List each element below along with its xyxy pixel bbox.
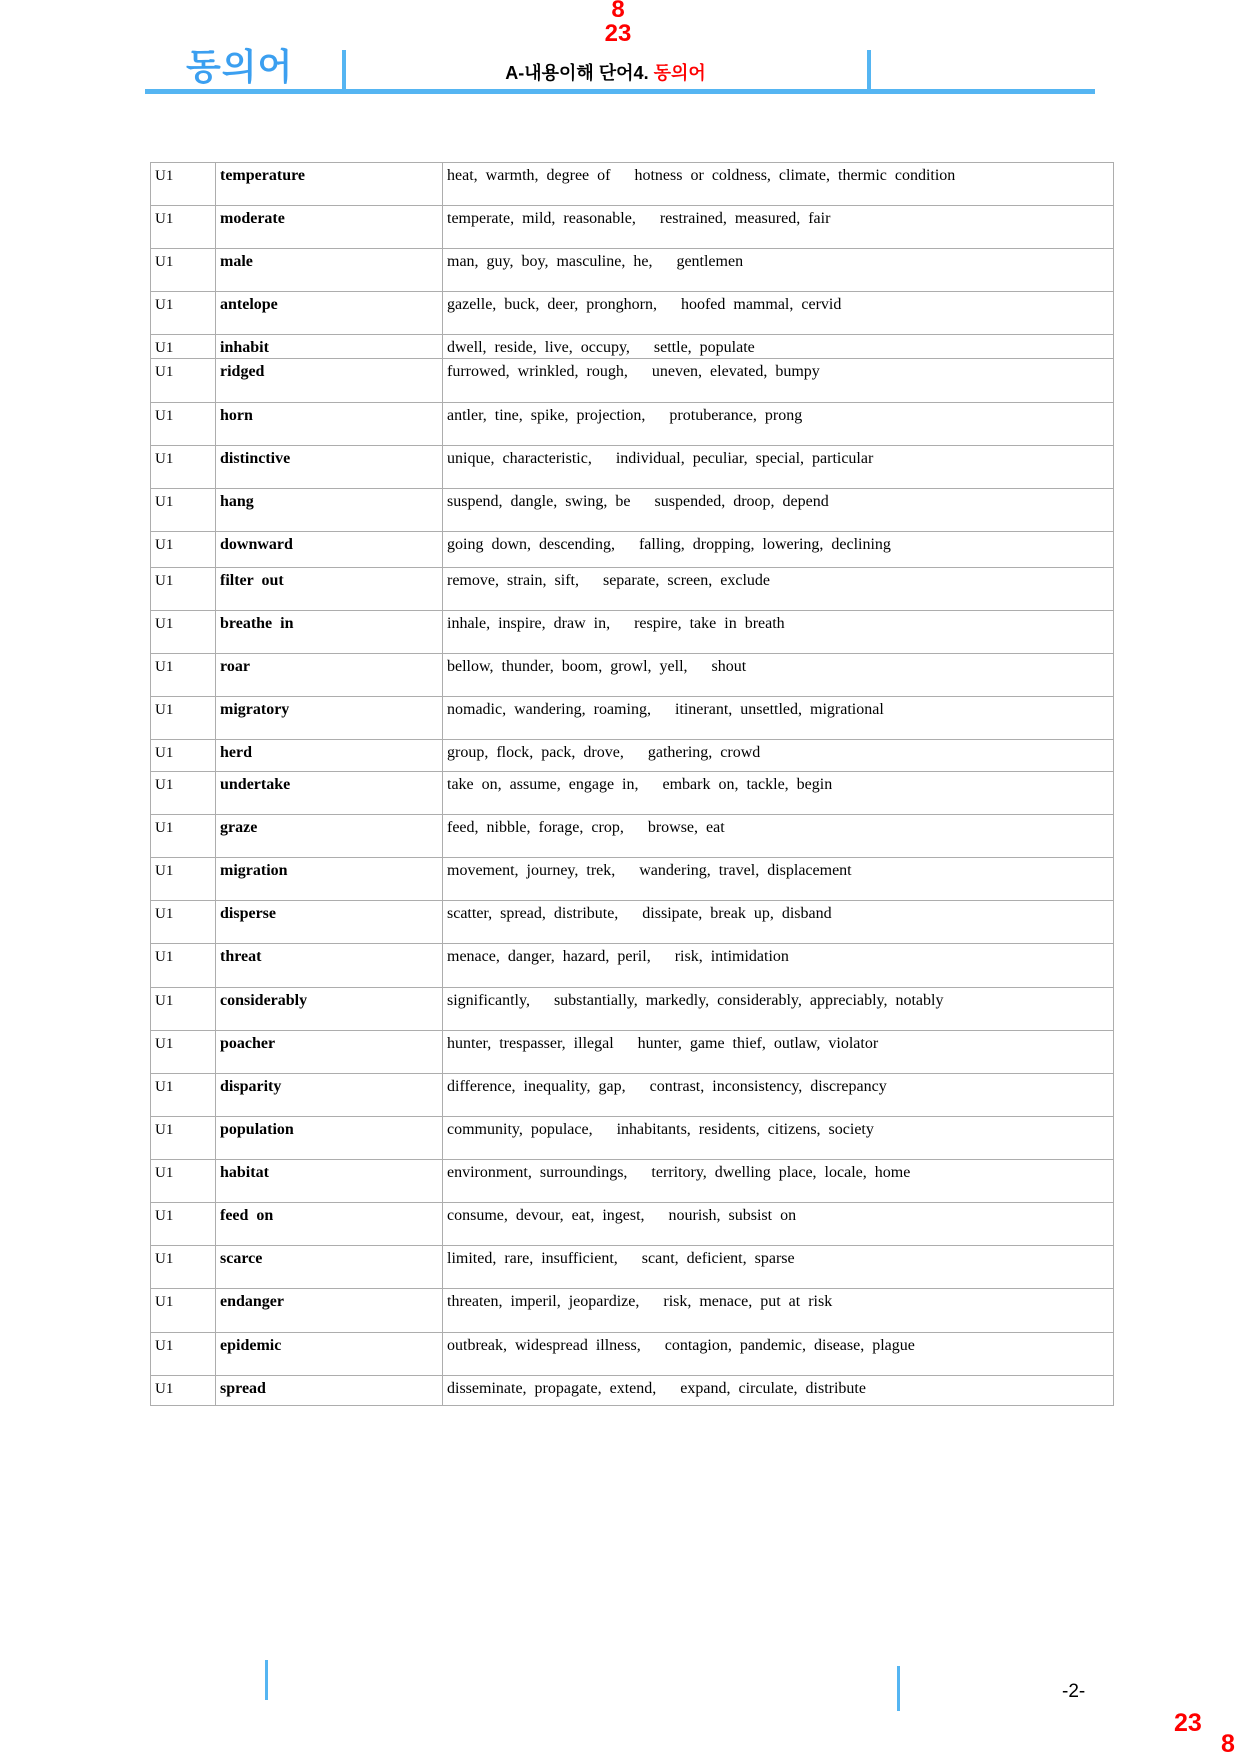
table-row [151, 1117, 1114, 1160]
table-row [151, 1376, 1114, 1406]
word-cell: scarce [216, 1246, 443, 1289]
word-cell: hang [216, 489, 443, 532]
word-cell: downward [216, 532, 443, 568]
unit-cell: U1 [151, 611, 216, 654]
word-cell: temperature [216, 163, 443, 206]
word-cell: poacher [216, 1031, 443, 1074]
unit-cell: U1 [151, 1117, 216, 1160]
table-row [151, 335, 1114, 359]
unit-cell: U1 [151, 1031, 216, 1074]
synonyms-cell: movement, journey, trek, wandering, travel, displacement [443, 858, 1114, 901]
synonyms-cell: inhale, inspire, draw in, respire, take in breath [443, 611, 1114, 654]
unit-cell: U1 [151, 1333, 216, 1376]
header-underline [145, 89, 1095, 94]
bottom-corner-number-first: 23 [1174, 1709, 1202, 1737]
top-corner-number-second: 23 [604, 20, 632, 47]
table-row [151, 815, 1114, 858]
table-row [151, 772, 1114, 815]
unit-cell: U1 [151, 815, 216, 858]
unit-cell: U1 [151, 446, 216, 489]
header-divider-line-right [867, 50, 871, 92]
synonyms-cell: outbreak, widespread illness, contagion, pandemic, disease, plague [443, 1333, 1114, 1376]
table-row [151, 403, 1114, 446]
synonyms-cell: dwell, reside, live, occupy, settle, populate [443, 335, 1114, 359]
synonyms-cell: gazelle, buck, deer, pronghorn, hoofed mammal, cervid [443, 292, 1114, 335]
header-subtitle [344, 62, 867, 84]
table-row [151, 446, 1114, 489]
table-row [151, 611, 1114, 654]
unit-cell: U1 [151, 249, 216, 292]
unit-cell: U1 [151, 359, 216, 403]
table-row [151, 1031, 1114, 1074]
word-cell: feed on [216, 1203, 443, 1246]
unit-cell: U1 [151, 335, 216, 359]
table-row [151, 249, 1114, 292]
word-cell: epidemic [216, 1333, 443, 1376]
word-cell: habitat [216, 1160, 443, 1203]
table-row [151, 532, 1114, 568]
unit-cell: U1 [151, 163, 216, 206]
synonyms-cell: bellow, thunder, boom, growl, yell, shout [443, 654, 1114, 697]
synonyms-cell: menace, danger, hazard, peril, risk, intimidation [443, 944, 1114, 988]
table-row [151, 568, 1114, 611]
word-cell: considerably [216, 988, 443, 1031]
synonyms-cell: group, flock, pack, drove, gathering, crowd [443, 740, 1114, 772]
table-row [151, 163, 1114, 206]
word-cell: moderate [216, 206, 443, 249]
synonyms-cell: hunter, trespasser, illegal hunter, game thief, outlaw, violator [443, 1031, 1114, 1074]
table-row [151, 1203, 1114, 1246]
synonyms-cell: scatter, spread, distribute, dissipate, break up, disband [443, 901, 1114, 944]
top-corner-numbers [548, 0, 688, 46]
synonyms-cell: man, guy, boy, masculine, he, gentlemen [443, 249, 1114, 292]
unit-cell: U1 [151, 654, 216, 697]
synonyms-cell: furrowed, wrinkled, rough, uneven, elevated, bumpy [443, 359, 1114, 403]
table-row [151, 988, 1114, 1031]
synonyms-cell: feed, nibble, forage, crop, browse, eat [443, 815, 1114, 858]
synonyms-cell: significantly, substantially, markedly, considerably, appreciably, notably [443, 988, 1114, 1031]
unit-cell: U1 [151, 532, 216, 568]
word-cell: endanger [216, 1289, 443, 1333]
table-row [151, 654, 1114, 697]
table-row [151, 292, 1114, 335]
synonyms-cell: temperate, mild, reasonable, restrained, measured, fair [443, 206, 1114, 249]
word-cell: roar [216, 654, 443, 697]
unit-cell: U1 [151, 944, 216, 988]
word-cell: disperse [216, 901, 443, 944]
synonyms-cell: unique, characteristic, individual, peculiar, special, particular [443, 446, 1114, 489]
unit-cell: U1 [151, 697, 216, 740]
synonym-table [150, 162, 1114, 1406]
word-cell: disparity [216, 1074, 443, 1117]
word-cell: inhabit [216, 335, 443, 359]
table-row [151, 1160, 1114, 1203]
footer-margin-line-left [265, 1660, 268, 1700]
word-cell: filter out [216, 568, 443, 611]
synonym-table-container [150, 162, 1086, 1406]
table-row [151, 697, 1114, 740]
synonyms-cell: community, populace, inhabitants, residents, citizens, society [443, 1117, 1114, 1160]
page-title: 동의어 [186, 46, 294, 87]
unit-cell: U1 [151, 988, 216, 1031]
synonyms-cell: going down, descending, falling, dropping, lowering, declining [443, 532, 1114, 568]
table-row [151, 1333, 1114, 1376]
unit-cell: U1 [151, 740, 216, 772]
table-row [151, 1289, 1114, 1333]
table-row [151, 740, 1114, 772]
word-cell: horn [216, 403, 443, 446]
word-cell: threat [216, 944, 443, 988]
word-cell: migratory [216, 697, 443, 740]
synonyms-cell: limited, rare, insufficient, scant, deficient, sparse [443, 1246, 1114, 1289]
synonyms-cell: environment, surroundings, territory, dwelling place, locale, home [443, 1160, 1114, 1203]
unit-cell: U1 [151, 568, 216, 611]
synonyms-cell: consume, devour, eat, ingest, nourish, subsist on [443, 1203, 1114, 1246]
unit-cell: U1 [151, 403, 216, 446]
synonyms-cell: threaten, imperil, jeopardize, risk, menace, put at risk [443, 1289, 1114, 1333]
page-number: -2- [1062, 1681, 1086, 1702]
synonyms-cell: heat, warmth, degree of hotness or coldness, climate, thermic condition [443, 163, 1114, 206]
word-cell: population [216, 1117, 443, 1160]
unit-cell: U1 [151, 1376, 216, 1406]
table-row [151, 944, 1114, 988]
unit-cell: U1 [151, 489, 216, 532]
top-corner-number-first: 8 [611, 0, 625, 23]
word-cell: herd [216, 740, 443, 772]
header-subtitle-black: A-내용이해 단어4. [505, 63, 649, 83]
unit-cell: U1 [151, 292, 216, 335]
unit-cell: U1 [151, 901, 216, 944]
bottom-corner-number-second: 8 [1221, 1730, 1235, 1754]
unit-cell: U1 [151, 772, 216, 815]
word-cell: breathe in [216, 611, 443, 654]
synonyms-cell: remove, strain, sift, separate, screen, exclude [443, 568, 1114, 611]
table-row [151, 359, 1114, 403]
unit-cell: U1 [151, 1289, 216, 1333]
table-row [151, 489, 1114, 532]
word-cell: spread [216, 1376, 443, 1406]
unit-cell: U1 [151, 1203, 216, 1246]
word-cell: graze [216, 815, 443, 858]
table-row [151, 1074, 1114, 1117]
word-cell: distinctive [216, 446, 443, 489]
footer-margin-line-right [897, 1666, 900, 1711]
synonyms-cell: difference, inequality, gap, contrast, inconsistency, discrepancy [443, 1074, 1114, 1117]
unit-cell: U1 [151, 858, 216, 901]
word-cell: antelope [216, 292, 443, 335]
word-cell: undertake [216, 772, 443, 815]
synonyms-cell: take on, assume, engage in, embark on, tackle, begin [443, 772, 1114, 815]
unit-cell: U1 [151, 206, 216, 249]
unit-cell: U1 [151, 1246, 216, 1289]
table-row [151, 206, 1114, 249]
table-row [151, 858, 1114, 901]
word-cell: male [216, 249, 443, 292]
header-subtitle-red: 동의어 [653, 63, 706, 83]
synonyms-cell: antler, tine, spike, projection, protuberance, prong [443, 403, 1114, 446]
table-row [151, 1246, 1114, 1289]
table-row [151, 901, 1114, 944]
unit-cell: U1 [151, 1074, 216, 1117]
synonyms-cell: suspend, dangle, swing, be suspended, droop, depend [443, 489, 1114, 532]
synonym-table-body [151, 163, 1114, 1406]
unit-cell: U1 [151, 1160, 216, 1203]
word-cell: migration [216, 858, 443, 901]
synonyms-cell: nomadic, wandering, roaming, itinerant, unsettled, migrational [443, 697, 1114, 740]
word-cell: ridged [216, 359, 443, 403]
synonyms-cell: disseminate, propagate, extend, expand, circulate, distribute [443, 1376, 1114, 1406]
